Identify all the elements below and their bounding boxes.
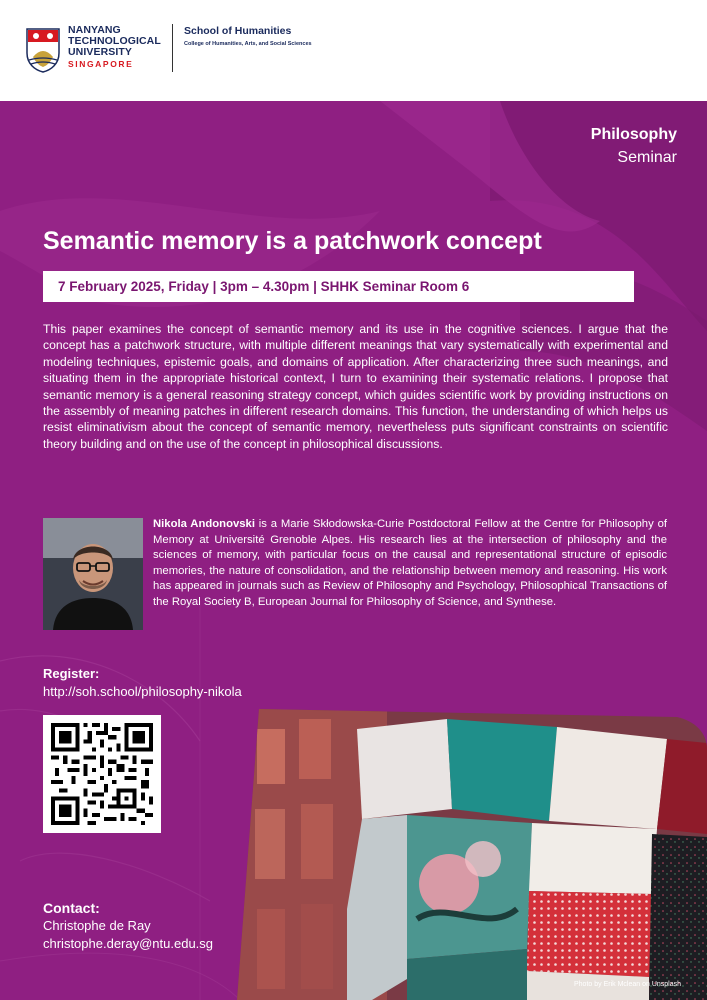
speaker-name: Nikola Andonovski <box>153 518 255 530</box>
abstract-text: This paper examines the concept of semantic memory and its use in the cognitive sciences. I argue that the concept has a patchwork structure, with multiple different meanings that vary systematically with experimental and modeling techniques, epistemic goals, and domains of application. After characterizing three such meanings, and situating them in the appropriate historical context, I turn to examining their systematic relations. I propose that semantic memory is a general reasoning strategy concept, which guides scientific work by providing instructions on the assembly of meaning patches in different research domains. This function, the understanding of which helps us resist eliminativism about the concept of semantic memory, nevertheless puts significant constraints on scientific theory building and on the use of the concept in philosophical discussions. <box>43 322 668 451</box>
talk-title: Semantic memory is a patchwork concept <box>43 227 542 255</box>
speaker-bio-text: is a Marie Skłodowska-Curie Postdoctoral Fellow at the Centre for Philosophy of Memory at Université Grenoble Alpes. His research lies at the intersection of philosophy and the sciences of memory, with particular focus on the causal and representational structure of episodic memories, the nature of consolidation, and the relationship between memory and reasoning. His work has appeared in journals such as Review of Philosophy and Psychology, Philosophical Transactions of the Royal Society B, European Journal for Philosophy of Science, and Synthese. <box>153 518 667 608</box>
university-country: SINGAPORE <box>68 59 134 69</box>
header <box>0 0 707 101</box>
contact-label: Contact: <box>43 900 100 916</box>
university-name-line-1: NANYANG <box>68 24 121 36</box>
register-link[interactable]: http://soh.school/philosophy-nikola <box>43 684 242 699</box>
speaker-photo <box>43 518 143 630</box>
university-name-line-2: TECHNOLOGICAL <box>68 35 161 47</box>
register-label: Register: <box>43 666 100 681</box>
poster-body <box>0 101 707 1000</box>
qr-code[interactable] <box>43 715 161 833</box>
contact-name: Christophe de Ray <box>43 918 151 933</box>
contact-email-link[interactable]: christophe.deray@ntu.edu.sg <box>43 936 214 951</box>
university-name <box>68 25 168 70</box>
university-name-line-3: UNIVERSITY <box>68 46 133 58</box>
college-name: College of Humanities, Arts, and Social Sciences <box>184 41 312 47</box>
speaker-bio <box>153 517 667 611</box>
patchwork-quilt-image <box>237 709 707 1000</box>
seminar-series-subtitle: Seminar <box>617 149 677 166</box>
seminar-series-title: Philosophy <box>590 126 677 143</box>
photo-credit: Photo by Erik Mclean on Unsplash <box>574 981 681 988</box>
date-time-venue-bar: 7 February 2025, Friday | 3pm – 4.30pm | SHHK Seminar Room 6 <box>43 271 634 302</box>
ntu-crest-logo <box>25 27 61 73</box>
header-divider <box>172 24 173 72</box>
school-name: School of Humanities <box>184 25 292 37</box>
